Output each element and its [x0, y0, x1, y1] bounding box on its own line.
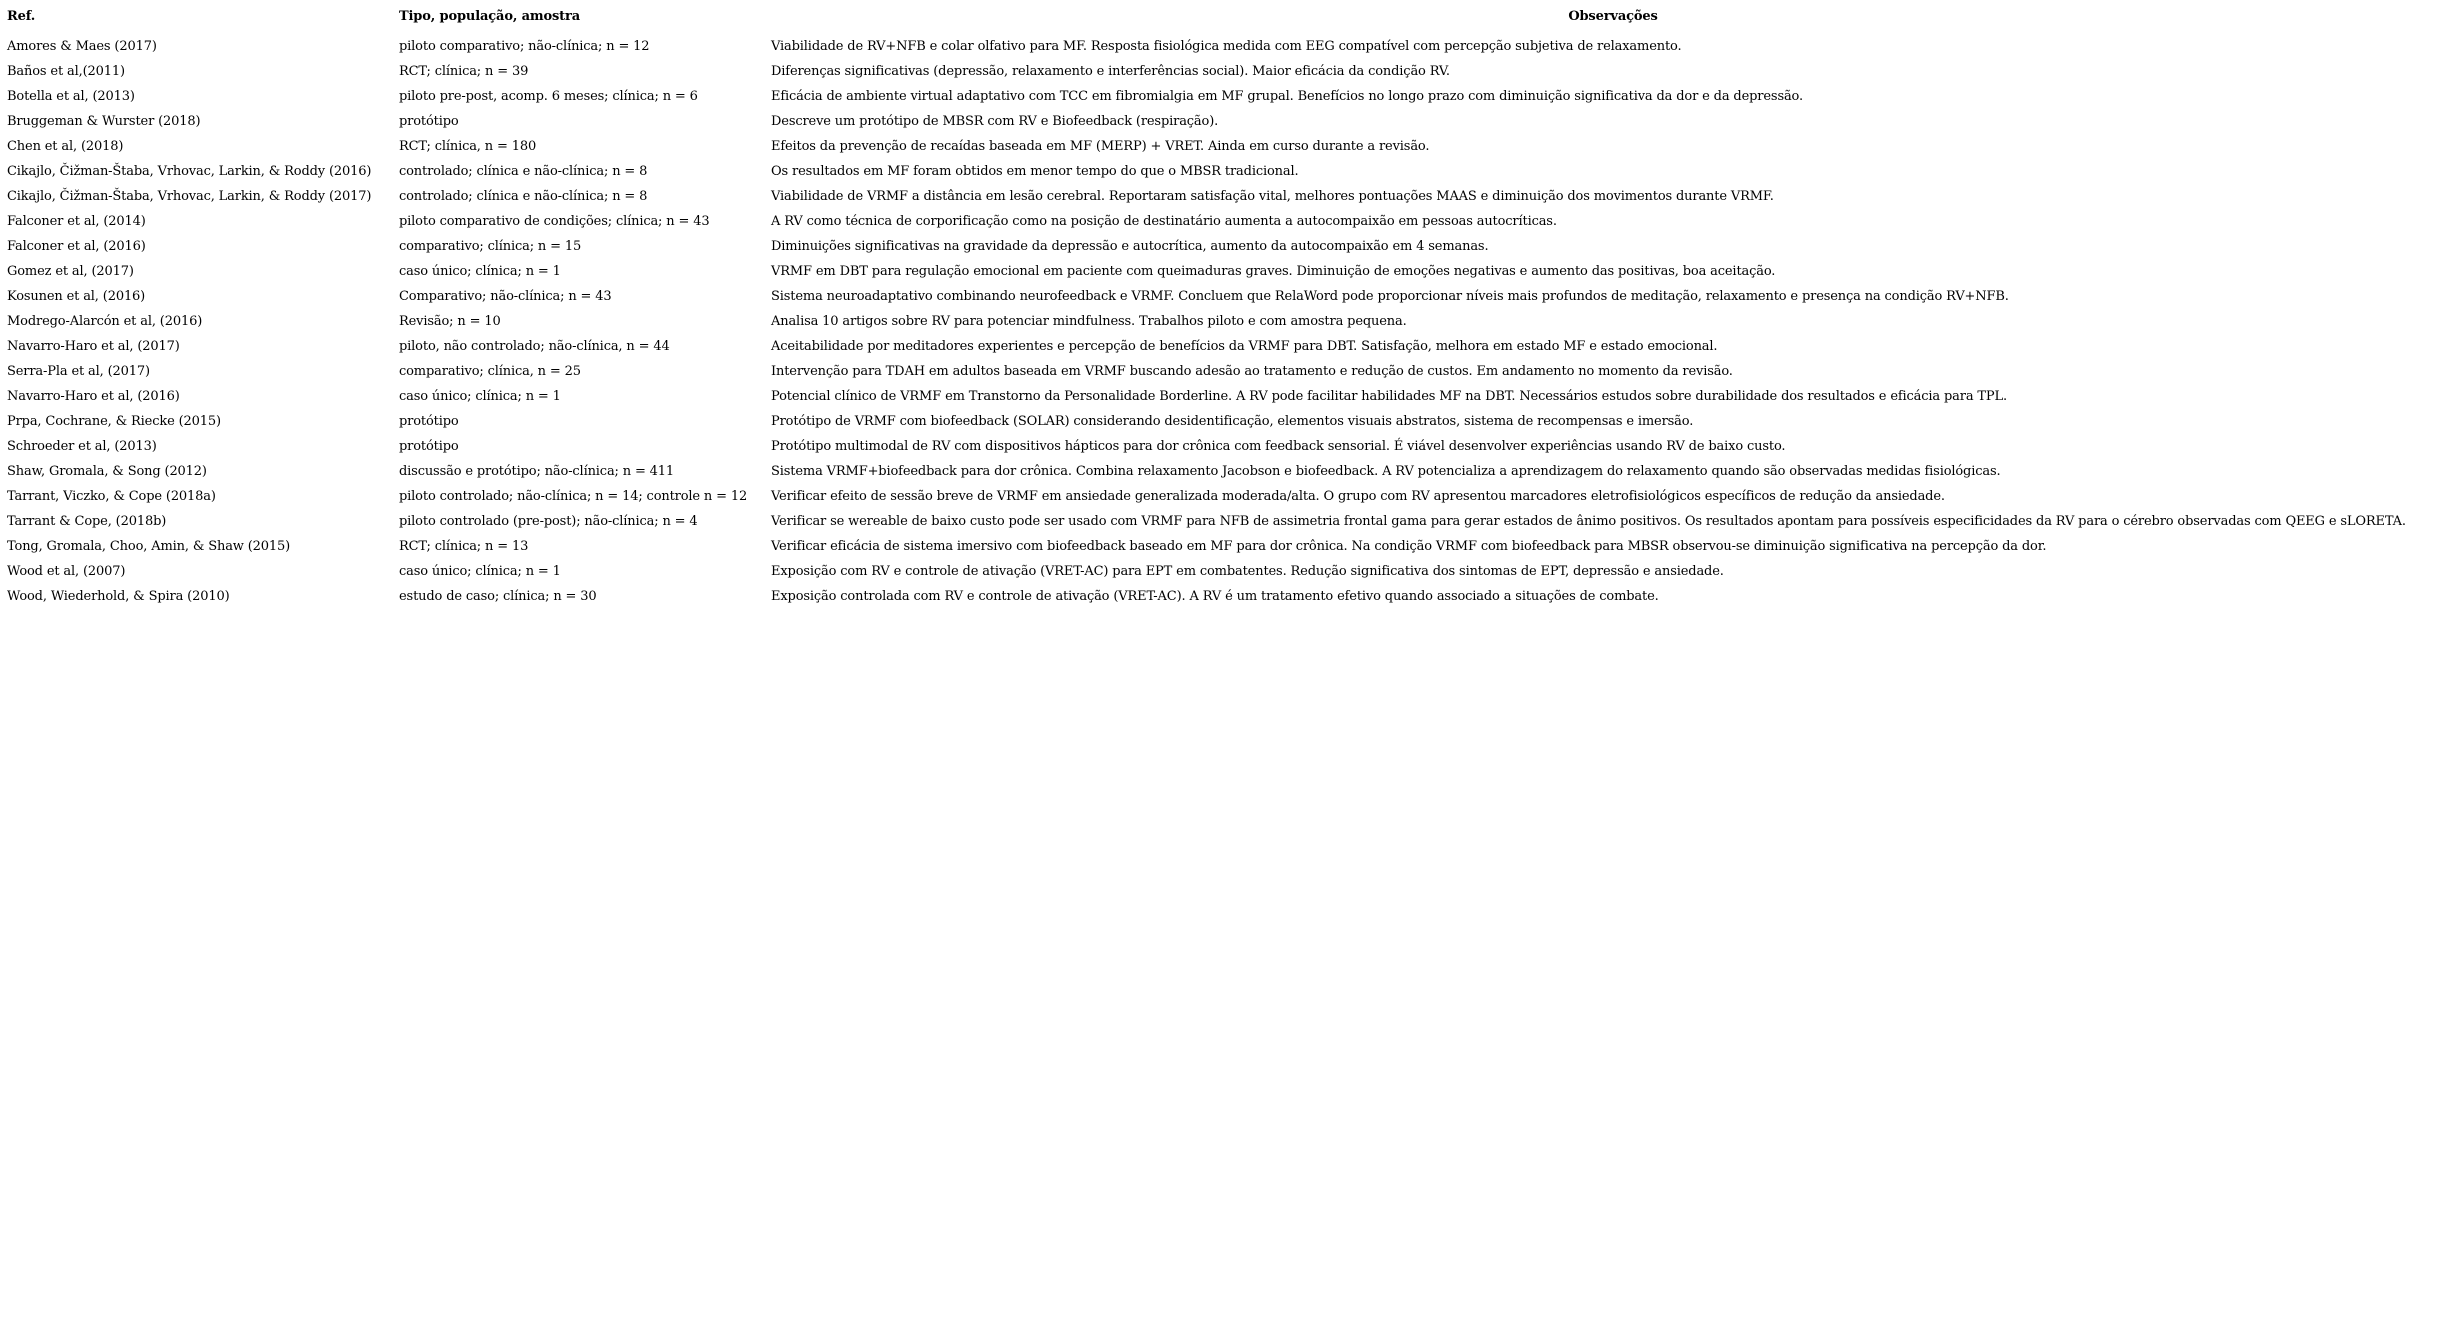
- cell-tipo: comparativo; clínica; n = 15: [399, 239, 582, 254]
- cell-observacoes: Intervenção para TDAH em adultos baseada em VRMF buscando adesão ao tratamento e redução de custos. Em andamento no momento da revisão.: [771, 364, 1733, 379]
- cell-observacoes: Os resultados em MF foram obtidos em menor tempo do que o MBSR tradicional.: [771, 164, 1299, 179]
- cell-ref: Tarrant & Cope, (2018b): [7, 514, 167, 529]
- cell-tipo: piloto comparativo de condições; clínica; n = 43: [399, 214, 710, 229]
- cell-tipo: protótipo: [399, 414, 459, 429]
- cell-ref: Tong, Gromala, Choo, Amin, & Shaw (2015): [7, 539, 291, 554]
- cell-ref: Schroeder et al, (2013): [7, 439, 157, 454]
- table-row: [3, 184, 2459, 209]
- table-row: [3, 84, 2459, 109]
- cell-tipo: caso único; clínica; n = 1: [399, 564, 561, 579]
- cell-observacoes: Descreve um protótipo de MBSR com RV e Biofeedback (respiração).: [771, 114, 1219, 129]
- header-tipo: Tipo, população, amostra: [399, 9, 580, 24]
- cell-observacoes: Efeitos da prevenção de recaídas baseada em MF (MERP) + VRET. Ainda em curso durante a revisão.: [771, 139, 1430, 154]
- cell-observacoes: Verificar se wereable de baixo custo pode ser usado com VRMF para NFB de assimetria frontal gama para gerar estados de ânimo positivos. Os resultados apontam para possíveis especificidades da RV para o cérebro observadas com QEEG e sLORETA.: [771, 514, 2406, 529]
- table-header-row: [3, 0, 2459, 34]
- table-row: [3, 259, 2459, 284]
- table-row: [3, 334, 2459, 359]
- cell-tipo: protótipo: [399, 114, 459, 129]
- table-row: [3, 509, 2459, 534]
- cell-observacoes: Diferenças significativas (depressão, relaxamento e interferências social). Maior eficácia da condição RV.: [771, 64, 1450, 79]
- cell-tipo: caso único; clínica; n = 1: [399, 389, 561, 404]
- cell-ref: Cikajlo, Čižman-Štaba, Vrhovac, Larkin, & Roddy (2016): [7, 164, 372, 179]
- cell-observacoes: Analisa 10 artigos sobre RV para potenciar mindfulness. Trabalhos piloto e com amostra pequena.: [771, 314, 1407, 329]
- table-row: [3, 534, 2459, 559]
- cell-ref: Gomez et al, (2017): [7, 264, 134, 279]
- cell-observacoes: Verificar eficácia de sistema imersivo com biofeedback baseado em MF para dor crônica. Na condição VRMF com biofeedback para MBSR observou-se diminuição significativa na percepção da dor.: [771, 539, 2047, 554]
- review-table-container: [3, 0, 2459, 609]
- cell-tipo: controlado; clínica e não-clínica; n = 8: [399, 164, 648, 179]
- table-row: [3, 284, 2459, 309]
- cell-ref: Prpa, Cochrane, & Riecke (2015): [7, 414, 221, 429]
- cell-tipo: protótipo: [399, 439, 459, 454]
- cell-tipo: piloto pre-post, acomp. 6 meses; clínica; n = 6: [399, 89, 698, 104]
- table-row: [3, 134, 2459, 159]
- cell-observacoes: A RV como técnica de corporificação como na posição de destinatário aumenta a autocompaixão em pessoas autocríticas.: [771, 214, 1557, 229]
- cell-tipo: piloto controlado (pre-post); não-clínica; n = 4: [399, 514, 698, 529]
- cell-ref: Chen et al, (2018): [7, 139, 124, 154]
- table-row: [3, 484, 2459, 509]
- cell-observacoes: VRMF em DBT para regulação emocional em paciente com queimaduras graves. Diminuição de emoções negativas e aumento das positivas, boa aceitação.: [771, 264, 1776, 279]
- cell-tipo: piloto controlado; não-clínica; n = 14; controle n = 12: [399, 489, 748, 504]
- cell-observacoes: Exposição com RV e controle de ativação (VRET-AC) para EPT em combatentes. Redução significativa dos sintomas de EPT, depressão e ansiedade.: [771, 564, 1724, 579]
- cell-tipo: Comparativo; não-clínica; n = 43: [399, 289, 612, 304]
- cell-ref: Bruggeman & Wurster (2018): [7, 114, 201, 129]
- table-row: [3, 559, 2459, 584]
- table-row: [3, 434, 2459, 459]
- cell-observacoes: Verificar efeito de sessão breve de VRMF em ansiedade generalizada moderada/alta. O grupo com RV apresentou marcadores eletrofisiológicos específicos de redução da ansiedade.: [771, 489, 1945, 504]
- cell-tipo: RCT; clínica; n = 39: [399, 64, 529, 79]
- cell-ref: Baños et al,(2011): [7, 64, 125, 79]
- cell-observacoes: Viabilidade de VRMF a distância em lesão cerebral. Reportaram satisfação vital, melhores pontuações MAAS e diminuição dos movimentos durante VRMF.: [771, 189, 1774, 204]
- cell-ref: Navarro-Haro et al, (2017): [7, 339, 180, 354]
- cell-observacoes: Aceitabilidade por meditadores experientes e percepção de benefícios da VRMF para DBT. Satisfação, melhora em estado MF e estado emocional.: [771, 339, 1718, 354]
- cell-ref: Wood, Wiederhold, & Spira (2010): [7, 589, 230, 604]
- cell-ref: Tarrant, Viczko, & Cope (2018a): [7, 489, 216, 504]
- cell-ref: Amores & Maes (2017): [7, 39, 157, 54]
- cell-tipo: piloto comparativo; não-clínica; n = 12: [399, 39, 650, 54]
- cell-ref: Falconer et al, (2016): [7, 239, 146, 254]
- cell-ref: Serra-Pla et al, (2017): [7, 364, 150, 379]
- cell-observacoes: Sistema neuroadaptativo combinando neurofeedback e VRMF. Concluem que RelaWord pode proporcionar níveis mais profundos de meditação, relaxamento e presença na condição RV+NFB.: [771, 289, 2009, 304]
- table-row: [3, 459, 2459, 484]
- cell-observacoes: Exposição controlada com RV e controle de ativação (VRET-AC). A RV é um tratamento efetivo quando associado a situações de combate.: [771, 589, 1659, 604]
- cell-ref: Modrego-Alarcón et al, (2016): [7, 314, 203, 329]
- table-row: [3, 359, 2459, 384]
- cell-tipo: estudo de caso; clínica; n = 30: [399, 589, 597, 604]
- cell-ref: Kosunen et al, (2016): [7, 289, 146, 304]
- cell-observacoes: Potencial clínico de VRMF em Transtorno da Personalidade Borderline. A RV pode facilitar habilidades MF na DBT. Necessários estudos sobre durabilidade dos resultados e eficácia para TPL.: [771, 389, 2007, 404]
- cell-tipo: controlado; clínica e não-clínica; n = 8: [399, 189, 648, 204]
- table-row: [3, 309, 2459, 334]
- header-ref: Ref.: [7, 9, 36, 24]
- cell-ref: Falconer et al, (2014): [7, 214, 146, 229]
- table-row: [3, 59, 2459, 84]
- cell-ref: Navarro-Haro et al, (2016): [7, 389, 180, 404]
- table-row: [3, 159, 2459, 184]
- header-observacoes: Observações: [1568, 9, 1658, 24]
- table-row: [3, 209, 2459, 234]
- cell-tipo: discussão e protótipo; não-clínica; n = 411: [399, 464, 675, 479]
- cell-observacoes: Diminuições significativas na gravidade da depressão e autocrítica, aumento da autocompaixão em 4 semanas.: [771, 239, 1489, 254]
- table-row: [3, 409, 2459, 434]
- cell-ref: Botella et al, (2013): [7, 89, 135, 104]
- cell-tipo: RCT; clínica, n = 180: [399, 139, 537, 154]
- cell-ref: Wood et al, (2007): [7, 564, 126, 579]
- cell-tipo: caso único; clínica; n = 1: [399, 264, 561, 279]
- cell-ref: Cikajlo, Čižman-Štaba, Vrhovac, Larkin, & Roddy (2017): [7, 189, 372, 204]
- review-table: [3, 0, 2459, 609]
- table-row: [3, 234, 2459, 259]
- table-row: [3, 34, 2459, 59]
- cell-observacoes: Sistema VRMF+biofeedback para dor crônica. Combina relaxamento Jacobson e biofeedback. A RV potencializa a aprendizagem do relaxamento quando são observadas medidas fisiológicas.: [771, 464, 2001, 479]
- table-row: [3, 384, 2459, 409]
- cell-observacoes: Protótipo multimodal de RV com dispositivos hápticos para dor crônica com feedback sensorial. É viável desenvolver experiências usando RV de baixo custo.: [771, 439, 1786, 454]
- cell-ref: Shaw, Gromala, & Song (2012): [7, 464, 207, 479]
- table-row: [3, 109, 2459, 134]
- cell-observacoes: Viabilidade de RV+NFB e colar olfativo para MF. Resposta fisiológica medida com EEG compatível com percepção subjetiva de relaxamento.: [771, 39, 1682, 54]
- table-row: [3, 584, 2459, 609]
- cell-tipo: piloto, não controlado; não-clínica, n = 44: [399, 339, 670, 354]
- cell-tipo: comparativo; clínica, n = 25: [399, 364, 581, 379]
- cell-observacoes: Protótipo de VRMF com biofeedback (SOLAR) considerando desidentificação, elementos visuais abstratos, sistema de recompensas e imersão.: [771, 414, 1694, 429]
- cell-tipo: Revisão; n = 10: [399, 314, 501, 329]
- cell-observacoes: Eficácia de ambiente virtual adaptativo com TCC em fibromialgia em MF grupal. Benefícios no longo prazo com diminuição significativa da dor e da depressão.: [771, 89, 1803, 104]
- cell-tipo: RCT; clínica; n = 13: [399, 539, 529, 554]
